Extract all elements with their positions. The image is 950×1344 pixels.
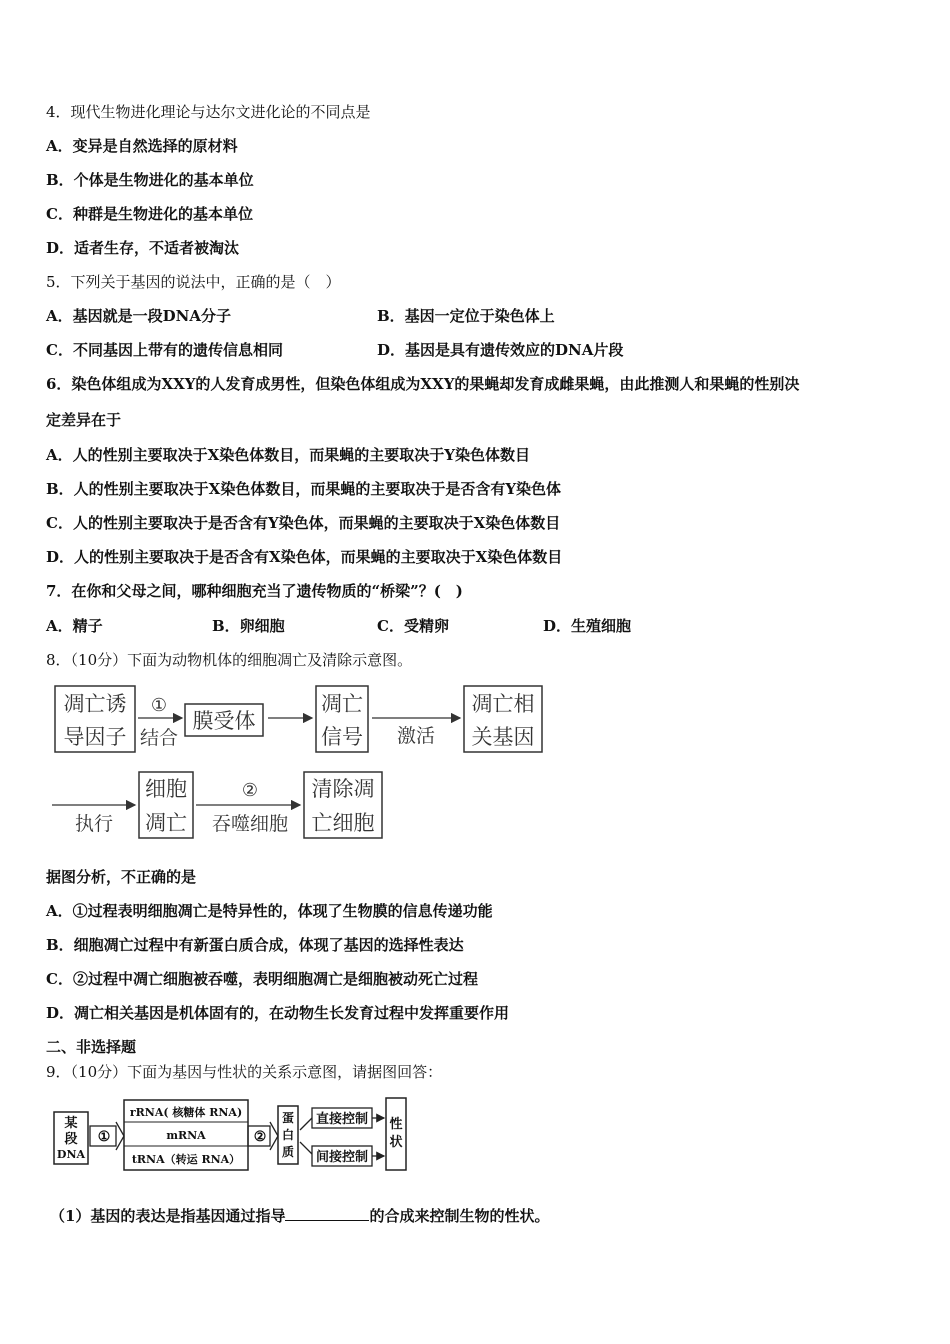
apoptosis-signal-label-1: 凋亡 (321, 692, 363, 716)
step-1-marker: ① (150, 695, 168, 716)
q7-stem: 7．在你和父母之间，哪种细胞充当了遗传物质的“桥梁”？( ) (46, 582, 463, 600)
mrna-label: mRNA (166, 1129, 206, 1142)
q4-option-d: D．适者生存，不适者被淘汰 (46, 239, 240, 257)
q5-option-b: B．基因一定位于染色体上 (377, 307, 555, 325)
apoptosis-inducer-label-1: 凋亡诱 (63, 692, 127, 716)
q6-option-b: B．人的性别主要取决于X染色体数目，而果蝇的主要取决于是否含有Y染色体 (46, 480, 562, 498)
execute-label: 执行 (74, 813, 114, 835)
clear-apoptotic-cell-label-2: 亡细胞 (311, 811, 375, 835)
q4-option-b: B．个体是生物进化的基本单位 (46, 171, 254, 189)
q4-option-c: C．种群是生物进化的基本单位 (46, 205, 253, 223)
q7-option-a: A．精子 (46, 617, 103, 635)
apoptosis-inducer-label-2: 导因子 (63, 725, 127, 749)
trait-label-2: 状 (389, 1135, 403, 1150)
q9-stem: 9．（10分）下面为基因与性状的关系示意图，请据图回答： (46, 1063, 443, 1081)
q4-option-a: A．变异是自然选择的原材料 (46, 137, 238, 155)
q6-option-d: D．人的性别主要取决于是否含有X染色体，而果蝇的主要取决于X染色体数目 (46, 548, 563, 566)
step-2-marker: ② (253, 1129, 267, 1145)
trna-label: tRNA（转运 RNA） (131, 1153, 241, 1166)
q8-option-d: D．凋亡相关基因是机体固有的，在动物生长发育过程中发挥重要作用 (46, 1004, 510, 1022)
q5-stem: 5．下列关于基因的说法中，正确的是（ ） (46, 273, 341, 291)
cell-apoptosis-label-1: 细胞 (145, 777, 187, 801)
q6-stem-line2: 定差异在于 (46, 411, 122, 429)
q9-sub1 (50, 1205, 549, 1226)
q8-option-b: B．细胞凋亡过程中有新蛋白质合成，体现了基因的选择性表达 (46, 936, 464, 954)
trait-label-1: 性 (389, 1117, 403, 1132)
step-2-marker: ② (241, 780, 259, 801)
trait-box (386, 1098, 406, 1170)
section-heading: 二、非选择题 (46, 1038, 137, 1056)
q5-option-d: D．基因是具有遗传效应的DNA片段 (377, 341, 624, 359)
q6-option-c: C．人的性别主要取决于是否含有Y染色体，而果蝇的主要取决于X染色体数目 (46, 514, 561, 532)
q4-stem: 4．现代生物进化理论与达尔文进化论的不同点是 (46, 103, 371, 121)
membrane-receptor-label: 膜受体 (192, 709, 256, 733)
dna-label-2: 段 (64, 1132, 78, 1147)
apoptosis-signal-label-2: 信号 (321, 725, 363, 749)
direct-control-label: 直接控制 (315, 1112, 369, 1127)
q8-option-c: C．②过程中凋亡细胞被吞噬，表明细胞凋亡是细胞被动死亡过程 (46, 970, 478, 988)
q5-option-c: C．不同基因上带有的遗传信息相同 (46, 341, 283, 359)
q7-option-c: C．受精卵 (377, 617, 449, 635)
q9-sub1-prefix: （1）基因的表达是指基因通过指导 (50, 1207, 286, 1225)
protein-label-3: 质 (281, 1145, 295, 1159)
apoptosis-diagram (50, 682, 550, 842)
q9-sub1-suffix: 的合成来控制生物的性状。 (369, 1207, 550, 1225)
protein-label-2: 白 (281, 1128, 295, 1142)
answer-blank[interactable] (285, 1205, 369, 1221)
gene-trait-diagram (50, 1094, 410, 1174)
clear-apoptotic-cell-label-1: 清除凋 (311, 777, 375, 801)
cell-apoptosis-label-2: 凋亡 (145, 811, 187, 835)
q8-option-a: A．①过程表明细胞凋亡是特异性的，体现了生物膜的信息传递功能 (46, 902, 493, 920)
binding-label: 结合 (139, 727, 179, 749)
q6-stem-line1: 6．染色体组成为XXY的人发育成男性，但染色体组成为XXY的果蝇却发育成雌果蝇，由此推测人和果蝇的性别决 (46, 375, 800, 393)
protein-label-1: 蛋 (281, 1111, 295, 1125)
rrna-label: rRNA( 核糖体 RNA) (129, 1106, 243, 1119)
q5-option-a: A．基因就是一段DNA分子 (46, 307, 231, 325)
phagocyte-label: 吞噬细胞 (211, 813, 289, 835)
q7-option-b: B．卵细胞 (212, 617, 285, 635)
dna-label-3: DNA (56, 1148, 86, 1161)
apoptosis-gene-label-1: 凋亡相 (471, 692, 535, 716)
indirect-control-label: 间接控制 (315, 1150, 369, 1165)
q7-option-d: D．生殖细胞 (543, 617, 632, 635)
q6-option-a: A．人的性别主要取决于X染色体数目，而果蝇的主要取决于Y染色体数目 (46, 446, 530, 464)
dna-label-1: 某 (64, 1116, 78, 1131)
activation-label: 激活 (396, 725, 436, 747)
q8-stem: 8．（10分）下面为动物机体的细胞凋亡及清除示意图。 (46, 651, 413, 669)
apoptosis-gene-label-2: 关基因 (471, 725, 535, 749)
step-1-marker: ① (97, 1129, 111, 1145)
q8-prompt: 据图分析，不正确的是 (46, 868, 197, 886)
